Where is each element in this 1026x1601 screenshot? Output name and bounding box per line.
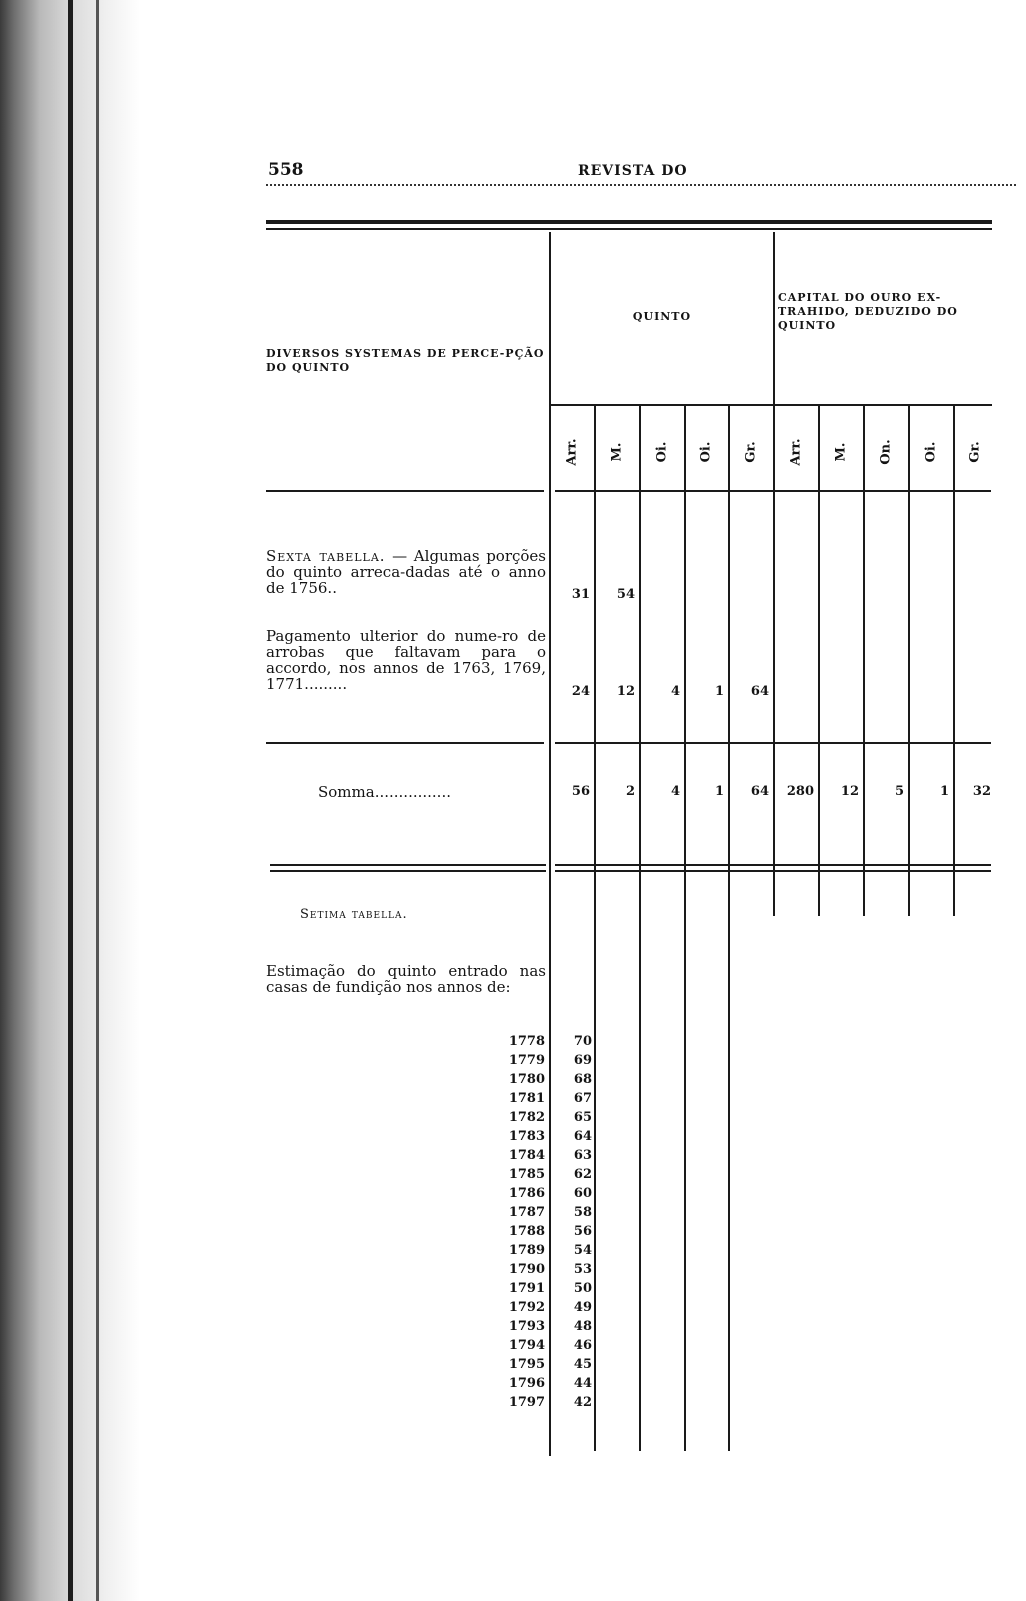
section-double-rule-a (270, 864, 546, 866)
col-divider-cap-m (818, 406, 820, 916)
col-divider-cap-oi (908, 406, 910, 916)
somma-oi: 1 (714, 784, 724, 799)
estimate-cell: 46 (573, 1338, 592, 1353)
estimate-cell: 54 (573, 1243, 592, 1258)
section-double-rule-cols-a (555, 864, 991, 866)
binding-edge-line (68, 0, 73, 1601)
section-double-rule-cols-b (555, 870, 991, 872)
unit-on: Oi. (654, 441, 670, 463)
sexta-para2: Pagamento ulterior do nume-ro de arrobas que faltavam para o accordo, nos annos de 1763, 1769, 1771......... (266, 627, 546, 693)
year-cell: 1778 (508, 1034, 545, 1049)
sexta-r2-on: 4 (670, 684, 680, 699)
header-bottom-rule-cols (555, 490, 991, 492)
estimate-cell: 44 (573, 1376, 592, 1391)
year-cell: 1787 (508, 1205, 545, 1220)
estimate-cell: 70 (573, 1034, 592, 1049)
estimate-cell: 53 (573, 1262, 592, 1277)
col1-header: DIVERSOS SYSTEMAS DE PERCE-PÇÃO DO QUINTO (266, 347, 545, 374)
unit-gr: Gr. (743, 441, 759, 463)
sexta-r2-m: 12 (616, 684, 635, 699)
section-double-rule-b (270, 870, 546, 872)
somma-on: 4 (670, 784, 680, 799)
year-cell: 1795 (508, 1357, 545, 1372)
top-rule-thin (266, 228, 992, 230)
year-cell: 1793 (508, 1319, 545, 1334)
year-cell: 1790 (508, 1262, 545, 1277)
somma-gr: 64 (750, 784, 769, 799)
year-cell: 1797 (508, 1395, 545, 1410)
estimate-cell: 69 (573, 1053, 592, 1068)
top-rule (266, 220, 992, 224)
somma-label: Somma................ (318, 783, 451, 801)
year-cell: 1786 (508, 1186, 545, 1201)
somma-rule (266, 742, 544, 744)
somma-arr: 56 (571, 784, 590, 799)
estimate-cell: 45 (573, 1357, 592, 1372)
year-cell: 1794 (508, 1338, 545, 1353)
year-cell: 1783 (508, 1129, 545, 1144)
col-divider-oi (684, 406, 686, 1451)
binding-edge-line-2 (96, 0, 99, 1601)
sexta-r1-arr: 31 (571, 587, 590, 602)
sexta-intro-text: — Algumas porções do quinto arreca-dadas até o anno de 1756.. (266, 547, 546, 597)
setima-intro: Estimação do quinto entrado nas casas de fundição nos annos de: (266, 962, 546, 996)
sexta-r2-oi: 1 (714, 684, 724, 699)
somma-cap-arr: 280 (786, 784, 814, 799)
estimate-cell: 58 (573, 1205, 592, 1220)
col-divider-on (639, 406, 641, 1451)
col-divider-main (549, 232, 551, 1456)
somma-cap-m: 12 (840, 784, 859, 799)
col-divider-cap-on (863, 406, 865, 916)
somma-m: 2 (625, 784, 635, 799)
year-cell: 1791 (508, 1281, 545, 1296)
estimate-cell: 62 (573, 1167, 592, 1182)
year-cell: 1784 (508, 1148, 545, 1163)
running-title: REVISTA DO (578, 163, 688, 179)
estimate-cell: 60 (573, 1186, 592, 1201)
unit-m: M. (609, 442, 625, 462)
quinto-header: QUINTO (632, 310, 692, 323)
capital-header: CAPITAL DO OURO EX-TRAHIDO, DEDUZIDO DO QUINTO (778, 291, 958, 332)
estimate-cell: 67 (573, 1091, 592, 1106)
unit-cap-on: On. (878, 439, 894, 465)
year-cell: 1781 (508, 1091, 545, 1106)
somma-cap-on: 5 (894, 784, 904, 799)
page-number: 558 (268, 160, 304, 180)
year-cell: 1789 (508, 1243, 545, 1258)
unit-cap-arr: Arr. (788, 438, 804, 466)
somma-cap-gr: 32 (972, 784, 991, 799)
col-divider-m (594, 406, 596, 1451)
year-cell: 1780 (508, 1072, 545, 1087)
somma-rule-cols (555, 742, 991, 744)
col-divider-capital (773, 232, 775, 916)
unit-arr: Arr. (564, 438, 580, 466)
year-cell: 1788 (508, 1224, 545, 1239)
estimate-cell: 64 (573, 1129, 592, 1144)
sexta-r2-arr: 24 (571, 684, 590, 699)
year-cell: 1785 (508, 1167, 545, 1182)
somma-cap-oi: 1 (939, 784, 949, 799)
year-cell: 1782 (508, 1110, 545, 1125)
year-cell: 1796 (508, 1376, 545, 1391)
header-rule (266, 184, 1016, 186)
estimate-cell: 65 (573, 1110, 592, 1125)
sexta-title: Sexta tabella. (266, 547, 386, 565)
unit-cap-m: M. (833, 442, 849, 462)
estimate-cell: 48 (573, 1319, 592, 1334)
estimate-cell: 63 (573, 1148, 592, 1163)
year-cell: 1792 (508, 1300, 545, 1315)
estimate-cell: 42 (573, 1395, 592, 1410)
unit-cap-oi: Oi. (923, 441, 939, 463)
sexta-r2-gr: 64 (750, 684, 769, 699)
estimate-cell: 68 (573, 1072, 592, 1087)
group-header-rule (551, 404, 992, 406)
sexta-intro (266, 548, 546, 596)
estimate-cell: 50 (573, 1281, 592, 1296)
unit-cap-gr: Gr. (967, 441, 983, 463)
year-cell: 1779 (508, 1053, 545, 1068)
sexta-r1-m: 54 (616, 587, 635, 602)
unit-oi: Oi. (698, 441, 714, 463)
col-divider-gr (728, 406, 730, 1451)
setima-title: Setima tabella. (300, 907, 408, 922)
estimate-cell: 56 (573, 1224, 592, 1239)
header-bottom-rule (266, 490, 544, 492)
estimate-cell: 49 (573, 1300, 592, 1315)
